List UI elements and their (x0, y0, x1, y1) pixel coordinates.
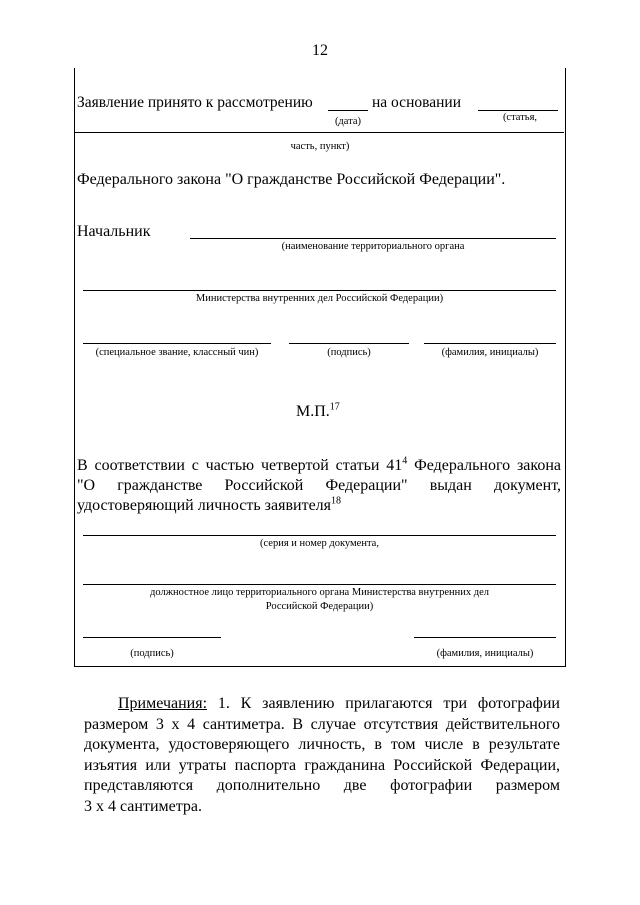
ministry-caption: Министерства внутренних дел Российской Федерации) (195, 293, 444, 304)
organ-caption: (наименование территориального органа (281, 241, 465, 252)
chief-signature-line (289, 343, 409, 344)
notes-line-6: 3 x 4 сантиметра. (84, 797, 203, 815)
application-form-section (74, 68, 566, 667)
rank-line (83, 343, 271, 344)
official-signature-caption: (подпись) (130, 648, 174, 659)
footnote-18: 18 (331, 495, 342, 507)
official-name-caption: (фамилия, инициалы) (436, 648, 534, 659)
notes-line-5: представляются дополнительно две фотографии размером (84, 777, 560, 794)
notes-line-3: документа, удостоверяющего личность, в том числе в результате (84, 736, 560, 753)
date-blank-line (328, 110, 368, 111)
notes-label: Примечания: (118, 695, 208, 712)
issued-line-3: удостоверяющий личность заявителя$^{18}$ (77, 495, 342, 514)
notes-line-4: изъятия или утраты паспорта гражданина Российской Федерации, (84, 756, 560, 774)
chief-label: Начальник (77, 223, 151, 240)
acceptance-text: Заявление принято к рассмотрению (77, 94, 313, 111)
notes-line-1: Примечания: 1. К заявлению прилагаются три фотографии (118, 695, 560, 712)
notes-paragraph (84, 694, 560, 817)
ministry-line (83, 290, 556, 291)
article-blank-line (478, 110, 558, 111)
official-signature-line (83, 637, 221, 638)
date-caption: (дата) (334, 116, 362, 127)
notes-line-2: размером 3 x 4 сантиметра. В случае отсутствия действительного (84, 715, 560, 733)
official-name-line (414, 637, 556, 638)
issued-line-2: "О гражданстве Российской Федерации" выдан документ, (77, 477, 561, 494)
seal-mark: М.П.$^{17}$ (296, 401, 340, 420)
organ-line (190, 238, 556, 239)
law-line: Федерального закона "О гражданстве Российской Федерации". (77, 171, 506, 188)
basis-text: на основании (372, 94, 461, 111)
divider-line (75, 132, 564, 133)
official-caption-2: Российской Федерации) (265, 601, 374, 612)
article-caption: (статья, (502, 112, 538, 123)
chief-signature-caption: (подпись) (327, 347, 371, 358)
official-caption-1: должностное лицо территориального органа Министерства внутренних дел (150, 587, 489, 598)
chief-name-line (424, 343, 556, 344)
official-line (83, 584, 556, 585)
footnote-4: 4 (402, 455, 408, 467)
footnote-17: 17 (329, 401, 340, 413)
part-caption: часть, пункт) (290, 141, 350, 152)
document-line (83, 535, 556, 536)
rank-caption: (специальное звание, классный чин) (95, 347, 259, 358)
issued-line-1: В соответствии с частью четвертой статьи $41^4$ Федерального закона (77, 455, 561, 474)
document-caption: (серия и номер документа, (260, 538, 379, 549)
page-number: 12 (312, 42, 328, 59)
chief-name-caption: (фамилия, инициалы) (441, 347, 539, 358)
